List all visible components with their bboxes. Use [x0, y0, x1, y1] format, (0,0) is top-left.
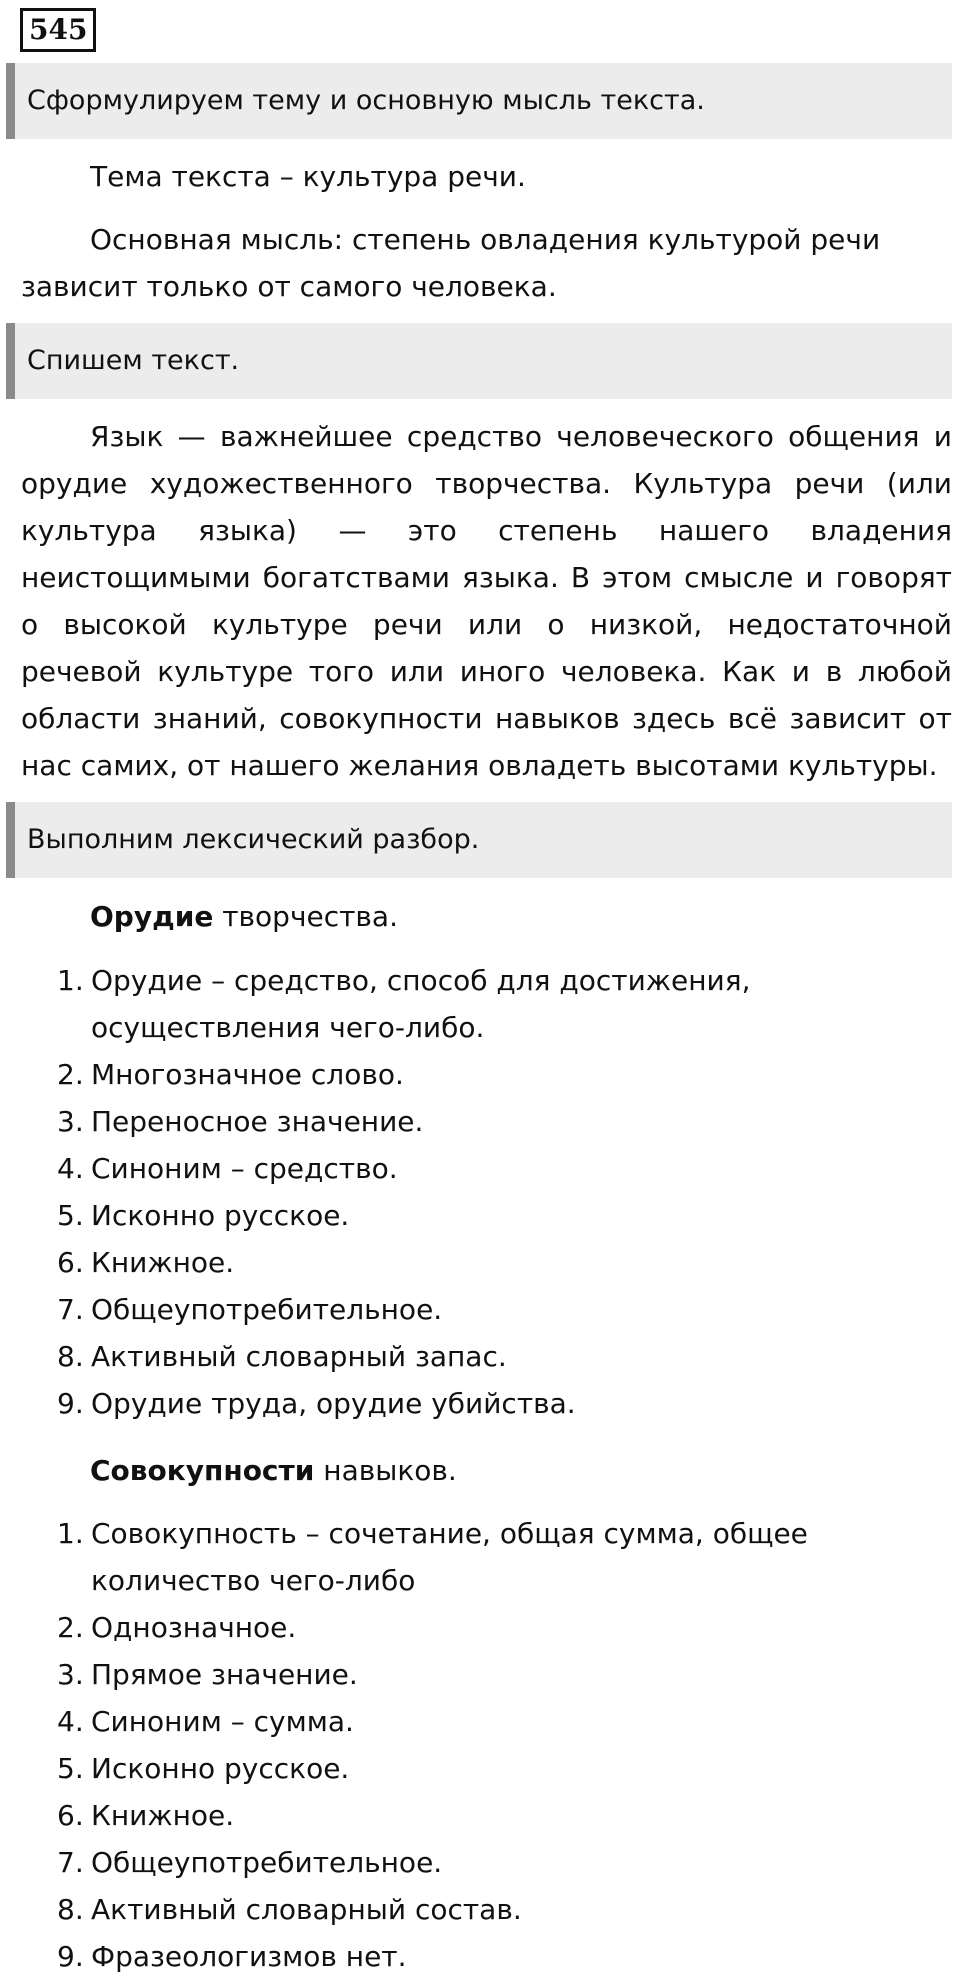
- list-item-number: 9.: [57, 1940, 84, 1973]
- list-item-text: Переносное значение.: [91, 1105, 424, 1138]
- list-item-number: 2.: [57, 1058, 84, 1091]
- lexical-list-orudie: [0, 957, 851, 1427]
- list-item: [0, 957, 851, 1051]
- list-item: [0, 1745, 851, 1792]
- list-item-number: 3.: [57, 1105, 84, 1138]
- copied-text-paragraph: Язык — важнейшее средство человеческого общения и орудие художественного творчества. Культура речи (или культура языка) — это степень нашего владения неистощимыми богатствами языка. В этом смысле и говорят о высокой культуре речи или о низкой, недостаточной речевой культуре того или иного человека. Как и в любой области знаний, совокупности навыков здесь всё зависит от нас самих, от нашего желания овладеть высотами культуры.: [21, 420, 952, 782]
- list-item-number: 6.: [57, 1246, 84, 1279]
- list-item-number: 8.: [57, 1340, 84, 1373]
- list-item: [0, 1839, 851, 1886]
- list-item: [0, 1192, 851, 1239]
- list-item-number: 9.: [57, 1387, 84, 1420]
- section-header-theme: Сформулируем тему и основную мысль текста.: [6, 63, 952, 139]
- word-heading-rest: навыков.: [314, 1454, 457, 1487]
- word-heading-bold: Орудие: [90, 900, 214, 933]
- list-item-text: Исконно русское.: [91, 1199, 350, 1232]
- topic-paragraph: Тема текста – культура речи.: [90, 160, 526, 193]
- list-item-number: 6.: [57, 1799, 84, 1832]
- list-item-text: Орудие – средство, способ для достижения, осуществления чего-либо.: [91, 964, 751, 1044]
- list-item: [0, 1886, 851, 1933]
- list-item-text: Многозначное слово.: [91, 1058, 404, 1091]
- list-item-text: Фразеологизмов нет.: [91, 1940, 407, 1973]
- list-item: [0, 1933, 851, 1980]
- section-header-copy: Спишем текст.: [6, 323, 952, 399]
- list-item: [0, 1286, 851, 1333]
- list-item: [0, 1098, 851, 1145]
- list-item: [0, 1792, 851, 1839]
- list-item: [0, 1380, 851, 1427]
- word-heading-bold: Совокупности: [90, 1454, 315, 1487]
- list-item-text: Исконно русское.: [91, 1752, 350, 1785]
- main-idea-paragraph: Основная мысль: степень овладения культурой речи зависит только от самого человека.: [21, 223, 881, 303]
- section-header-lexical: Выполним лексический разбор.: [6, 802, 952, 878]
- list-item: [0, 1510, 851, 1604]
- lexical-list-sovokupnosti: [0, 1510, 851, 1980]
- word-heading-orudie: [90, 893, 398, 940]
- list-item-number: 2.: [57, 1611, 84, 1644]
- list-item: [0, 1239, 851, 1286]
- list-item-text: Книжное.: [91, 1246, 235, 1279]
- list-item: [0, 1333, 851, 1380]
- word-heading-rest: творчества.: [213, 900, 398, 933]
- list-item-text: Общеупотребительное.: [91, 1293, 443, 1326]
- list-item-text: Орудие труда, орудие убийства.: [91, 1387, 576, 1420]
- list-item: [0, 1145, 851, 1192]
- list-item-number: 5.: [57, 1752, 84, 1785]
- list-item: [0, 1051, 851, 1098]
- list-item-text: Совокупность – сочетание, общая сумма, общее количество чего-либо: [91, 1517, 808, 1597]
- word-heading-sovokupnosti: [90, 1447, 457, 1494]
- list-item-number: 1.: [57, 1517, 84, 1550]
- list-item: [0, 1698, 851, 1745]
- list-item-text: Общеупотребительное.: [91, 1846, 443, 1879]
- list-item-text: Активный словарный состав.: [91, 1893, 522, 1926]
- list-item-text: Прямое значение.: [91, 1658, 358, 1691]
- list-item-number: 7.: [57, 1846, 84, 1879]
- list-item-text: Синоним – сумма.: [91, 1705, 354, 1738]
- list-item-number: 8.: [57, 1893, 84, 1926]
- list-item: [0, 1651, 851, 1698]
- list-item-number: 1.: [57, 964, 84, 997]
- list-item-number: 5.: [57, 1199, 84, 1232]
- list-item-number: 3.: [57, 1658, 84, 1691]
- list-item-number: 4.: [57, 1705, 84, 1738]
- list-item-number: 7.: [57, 1293, 84, 1326]
- list-item-number: 4.: [57, 1152, 84, 1185]
- exercise-number: 545: [20, 8, 96, 52]
- list-item-text: Книжное.: [91, 1799, 235, 1832]
- list-item-text: Синоним – средство.: [91, 1152, 398, 1185]
- list-item-text: Однозначное.: [91, 1611, 297, 1644]
- list-item: [0, 1604, 851, 1651]
- list-item-text: Активный словарный запас.: [91, 1340, 507, 1373]
